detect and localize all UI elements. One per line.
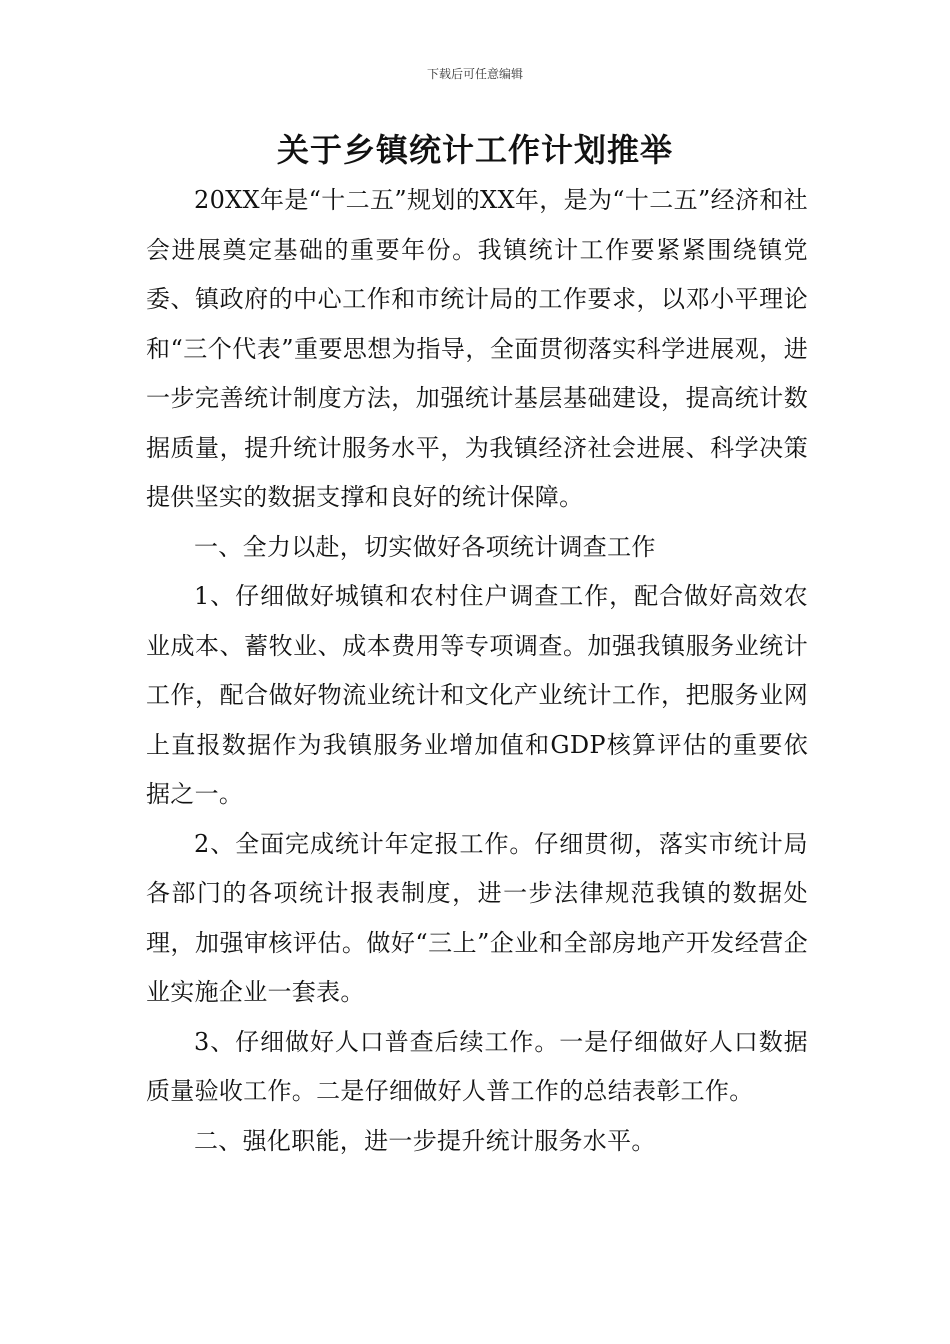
document-title: 关于乡镇统计工作计划推举	[276, 131, 673, 169]
paragraph-item-1: 1、仔细做好城镇和农村住户调查工作，配合做好高效农业成本、蓄牧业、成本费用等专项调查。加强我镇服务业统计工作，配合做好物流业统计和文化产业统计工作，把服务业网上直报数据作为我镇服务业增加值和GDP核算评估的重要依据之一。	[146, 582, 808, 808]
section-heading-1: 一、全力以赴，切实做好各项统计调查工作	[194, 532, 656, 561]
paragraph-intro: 20XX年是“十二五”规划的XX年，是为“十二五”经济和社会进展奠定基础的重要年份。我镇统计工作要紧紧围绕镇党委、镇政府的中心工作和市统计局的工作要求，以邓小平理论和“三个代表”重要思想为指导，全面贯彻落实科学进展观，进一步完善统计制度方法，加强统计基层基础建设，提高统计数据质量，提升统计服务水平，为我镇经济社会进展、科学决策提供坚实的数据支撑和良好的统计保障。	[146, 186, 808, 511]
document-body	[146, 176, 808, 1166]
section-heading-2: 二、强化职能，进一步提升统计服务水平。	[194, 1126, 656, 1155]
paragraph-item-2: 2、全面完成统计年定报工作。仔细贯彻，落实市统计局各部门的各项统计报表制度，进一步法律规范我镇的数据处理，加强审核评估。做好“三上”企业和全部房地产开发经营企业实施企业一套表。	[146, 829, 808, 1006]
header-note: 下载后可任意编辑	[426, 67, 523, 81]
paragraph-item-3: 3、仔细做好人口普查后续工作。一是仔细做好人口数据质量验收工作。二是仔细做好人普工作的总结表彰工作。	[146, 1027, 808, 1105]
